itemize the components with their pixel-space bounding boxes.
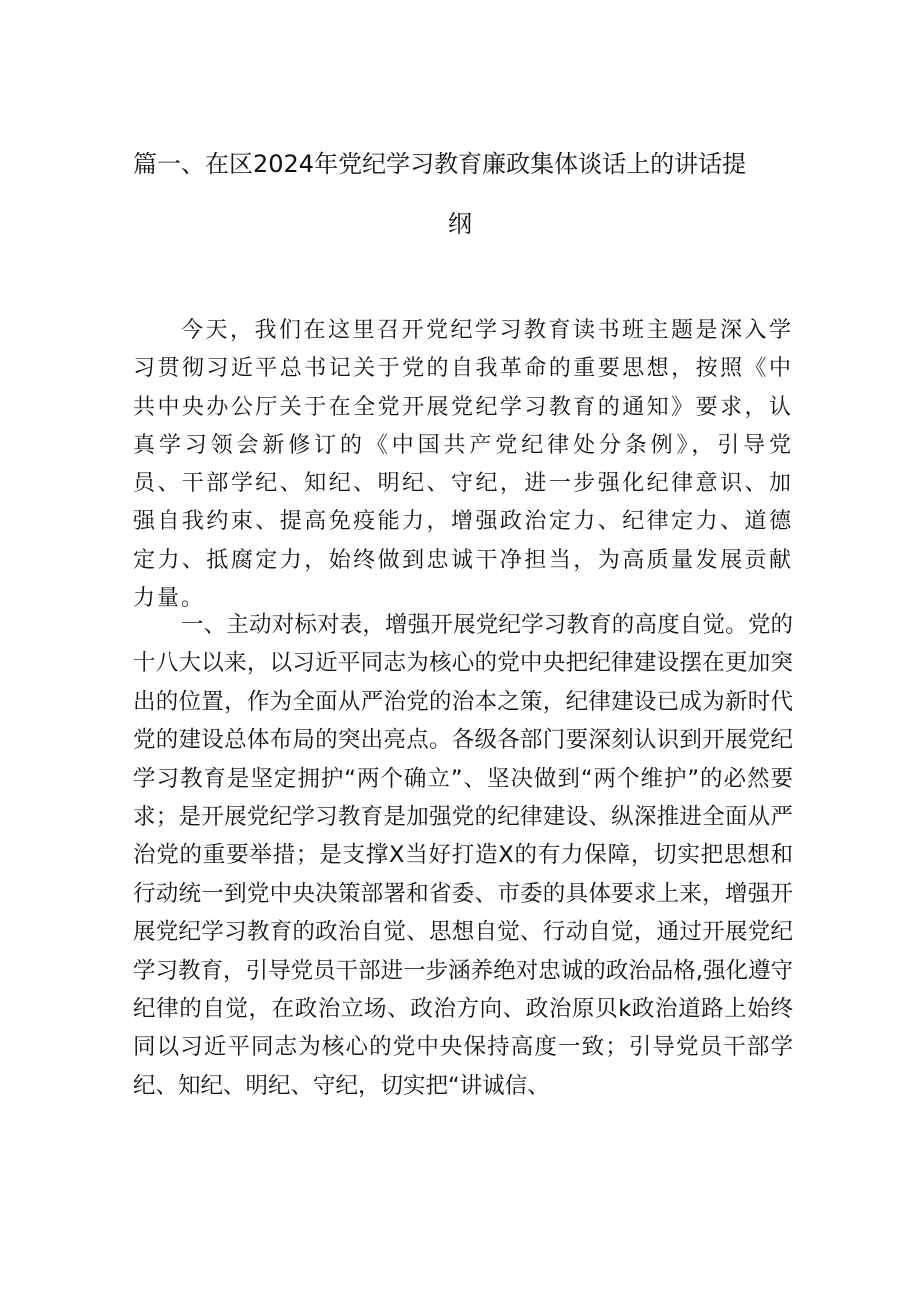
document-title-line-1: 篇一、在区2024年党纪学习教育廉政集体谈话上的讲话提 [133,150,747,178]
intro-paragraph: 今天，我们在这里召开党纪学习教育读书班主题是深入学习贯彻习近平总书记关于党的自我革命的重要思想，按照《中共中央办公厅关于在全党开展党纪学习教育的通知》要求，认真学习领会新修订的《中国共产党纪律处分条例》，引导党员、干部学纪、知纪、明纪、守纪，进一步强化纪律意识、加强自我约束、提高免疫能力，增强政治定力、纪律定力、道德定力、抵腐定力，始终做到忠诚干净担当，为高质量发展贡献力量。 [133,318,793,612]
section-1-paragraph: 一、主动对标对表，增强开展党纪学习教育的高度自觉。党的十八大以来，以习近平同志为核心的党中央把纪律建设摆在更加突出的位置，作为全面从严治党的治本之策，纪律建设已成为新时代党的建设总体布局的突出亮点。各级各部门要深刻认识到开展党纪学习教育是坚定拥护“两个确立”、坚决做到“两个维护”的必然要求；是开展党纪学习教育是加强党的纪律建设、纵深推进全面从严治党的重要举措；是支撑X当好打造X的有力保障，切实把思想和行动统一到党中央决策部署和省委、市委的具体要求上来，增强开展党纪学习教育的政治自觉、思想自觉、行动自觉，通过开展党纪学习教育，引导党员干部进一步涵养绝对忠诚的政治品格,强化遵守纪律的自觉，在政治立场、政治方向、政治原贝k政治道路上始终同以习近平同志为核心的党中央保持高度一致；引导党员干部学纪、知纪、明纪、守纪，切实把“讲诚信、 [133,612,793,1099]
document-title-line-2: 纲 [448,210,472,238]
